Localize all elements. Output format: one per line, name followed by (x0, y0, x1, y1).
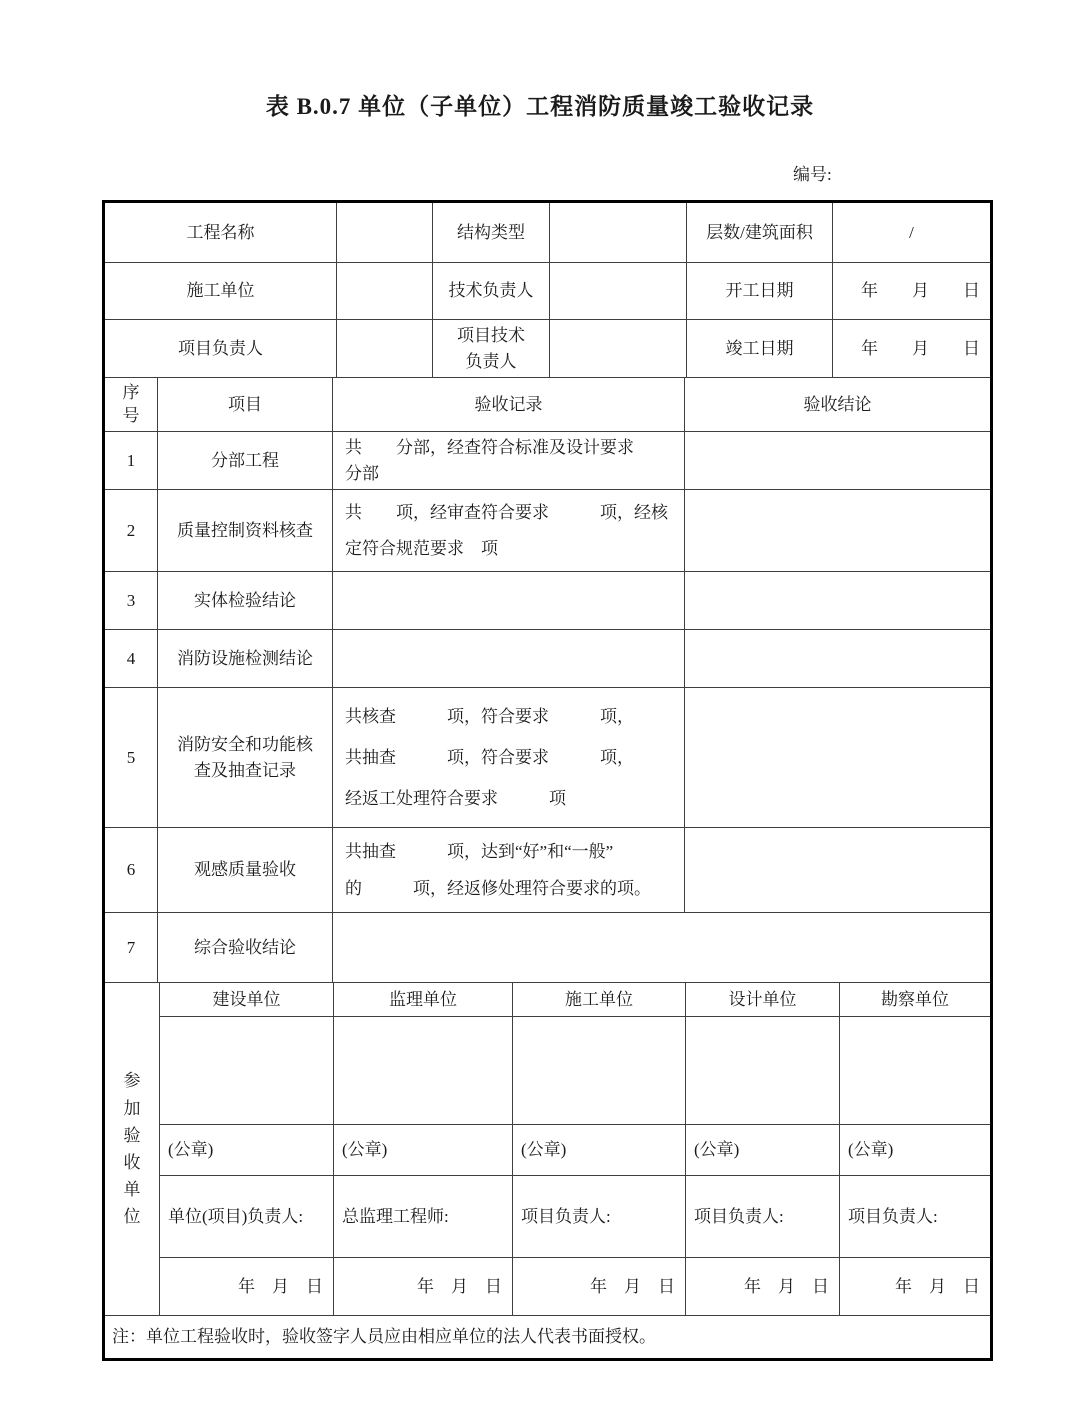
row-conclusion (685, 828, 990, 912)
participant-role: 项目负责人: (513, 1176, 686, 1257)
record-line: 共抽查 项，达到“好”和“一般” (345, 842, 614, 861)
participants-sign-row (160, 1017, 990, 1125)
info-label-project-manager: 项目负责人 (105, 320, 337, 377)
checklist-row-2 (105, 490, 990, 572)
checklist-header-no (105, 378, 158, 431)
checklist-row-7 (105, 913, 990, 983)
info-label-completion-date: 竣工日期 (687, 320, 833, 377)
row-conclusion (685, 688, 990, 827)
record-line: 共抽查 项，符合要求 项， (345, 747, 634, 767)
participants-side-label: 参加验收单位 (123, 1071, 141, 1227)
participant-role: 项目负责人: (686, 1176, 840, 1257)
acceptance-record-table (102, 200, 993, 1361)
serial-number-label: 编号: (793, 165, 832, 184)
record-line: 共 分部，经查符合标准及设计要求 (345, 438, 634, 457)
participant-sign-area (334, 1017, 513, 1124)
row-record (333, 630, 685, 687)
participant-sign-area (840, 1017, 990, 1124)
checklist-header-item: 项目 (158, 378, 333, 431)
participants-role-row (160, 1176, 990, 1258)
participants-side-cell (105, 983, 160, 1315)
participant-col-header: 建设单位 (160, 983, 334, 1016)
row-no: 6 (105, 828, 158, 912)
info-label-start-date: 开工日期 (687, 263, 833, 319)
participant-seal: (公章) (513, 1125, 686, 1175)
participant-seal: (公章) (334, 1125, 513, 1175)
record-line: 分部 (345, 463, 379, 483)
row-conclusion (685, 432, 990, 489)
row-no: 2 (105, 490, 158, 571)
row-conclusion (685, 490, 990, 571)
row-no: 7 (105, 913, 158, 982)
participant-col-header: 监理单位 (334, 983, 513, 1016)
info-value-project-tech-director (550, 320, 687, 377)
row-record (333, 828, 685, 912)
row-record (333, 688, 685, 827)
row-record (333, 572, 685, 629)
participant-date: 年 月 日 (686, 1258, 840, 1316)
info-value-project-manager (337, 320, 433, 377)
participant-seal: (公章) (848, 1140, 894, 1160)
record-line: 定符合规范要求 项 (345, 538, 498, 558)
note-text: 注：单位工程验收时，验收签字人员应由相应单位的法人代表书面授权。 (112, 1327, 656, 1347)
info-value-construction-unit (337, 263, 433, 319)
row-record-conclusion-merged (333, 913, 990, 982)
participant-role: 单位(项目)负责人: (160, 1176, 334, 1257)
participant-seal: (公章) (686, 1125, 840, 1175)
checklist-row-6 (105, 828, 990, 913)
participants-header-row (160, 983, 990, 1017)
info-label-project-name: 工程名称 (105, 203, 337, 262)
participant-col-header: 施工单位 (513, 983, 686, 1016)
checklist-header-row (105, 378, 990, 432)
participant-col-header: 设计单位 (686, 983, 840, 1016)
info-row-project (105, 203, 990, 263)
participant-sign-area (686, 1017, 840, 1124)
record-line: 的 项，经返修处理符合要求的项。 (345, 878, 651, 898)
row-item: 观感质量验收 (158, 828, 333, 912)
info-label-project-tech-director: 项目技术负责人 (433, 320, 550, 377)
participant-date: 年 月 日 (513, 1258, 686, 1316)
info-value-start-date: 年 月 日 (861, 281, 980, 301)
participant-date: 年 月 日 (334, 1258, 513, 1316)
row-no: 5 (105, 688, 158, 827)
row-conclusion (685, 572, 990, 629)
participant-sign-area (160, 1017, 334, 1124)
checklist-header-no-text: 序号 (122, 382, 140, 425)
participant-role: 项目负责人: (848, 1206, 938, 1226)
row-item: 分部工程 (158, 432, 333, 489)
info-row-constructor (105, 263, 990, 320)
row-no: 1 (105, 432, 158, 489)
participant-date: 年 月 日 (160, 1258, 334, 1316)
participant-role: 总监理工程师: (334, 1176, 513, 1257)
checklist-row-4 (105, 630, 990, 688)
info-row-manager (105, 320, 990, 378)
checklist-row-1 (105, 432, 990, 490)
info-label-technical-director: 技术负责人 (433, 263, 550, 319)
participants-grid (160, 983, 990, 1315)
row-no: 4 (105, 630, 158, 687)
info-label-construction-unit: 施工单位 (105, 263, 337, 319)
record-line: 共核查 项，符合要求 项， (345, 706, 634, 726)
row-item: 实体检验结论 (158, 572, 333, 629)
info-value-structure-type (550, 203, 687, 262)
note-row (105, 1316, 990, 1358)
checklist-row-3 (105, 572, 990, 630)
info-value-project-name (337, 203, 433, 262)
record-line: 共 项，经审查符合要求 项，经核 (345, 503, 668, 522)
row-item: 综合验收结论 (158, 913, 333, 982)
row-item: 质量控制资料核查 (158, 490, 333, 571)
participant-seal: (公章) (160, 1125, 334, 1175)
participants-section (105, 983, 990, 1316)
checklist-header-conclusion: 验收结论 (803, 394, 872, 414)
participant-col-header: 勘察单位 (881, 989, 949, 1009)
checklist-row-5 (105, 688, 990, 828)
info-label-structure-type: 结构类型 (433, 203, 550, 262)
row-record (333, 432, 685, 489)
row-no: 3 (105, 572, 158, 629)
participant-date: 年 月 日 (895, 1277, 980, 1297)
participants-seal-row (160, 1125, 990, 1176)
info-label-floors-area: 层数/建筑面积 (687, 203, 833, 262)
row-item: 消防安全和功能核查及抽查记录 (158, 688, 333, 827)
record-line: 经返工处理符合要求 项 (345, 788, 566, 808)
row-conclusion (685, 630, 990, 687)
info-value-completion-date: 年 月 日 (861, 338, 980, 358)
checklist-header-record: 验收记录 (333, 378, 685, 431)
row-item: 消防设施检测结论 (158, 630, 333, 687)
info-value-floors-area: / (909, 222, 914, 242)
info-value-technical-director (550, 263, 687, 319)
row-record (333, 490, 685, 571)
participant-sign-area (513, 1017, 686, 1124)
participants-date-row (160, 1258, 990, 1316)
form-title: 表 B.0.7 单位（子单位）工程消防质量竣工验收记录 (265, 94, 815, 119)
